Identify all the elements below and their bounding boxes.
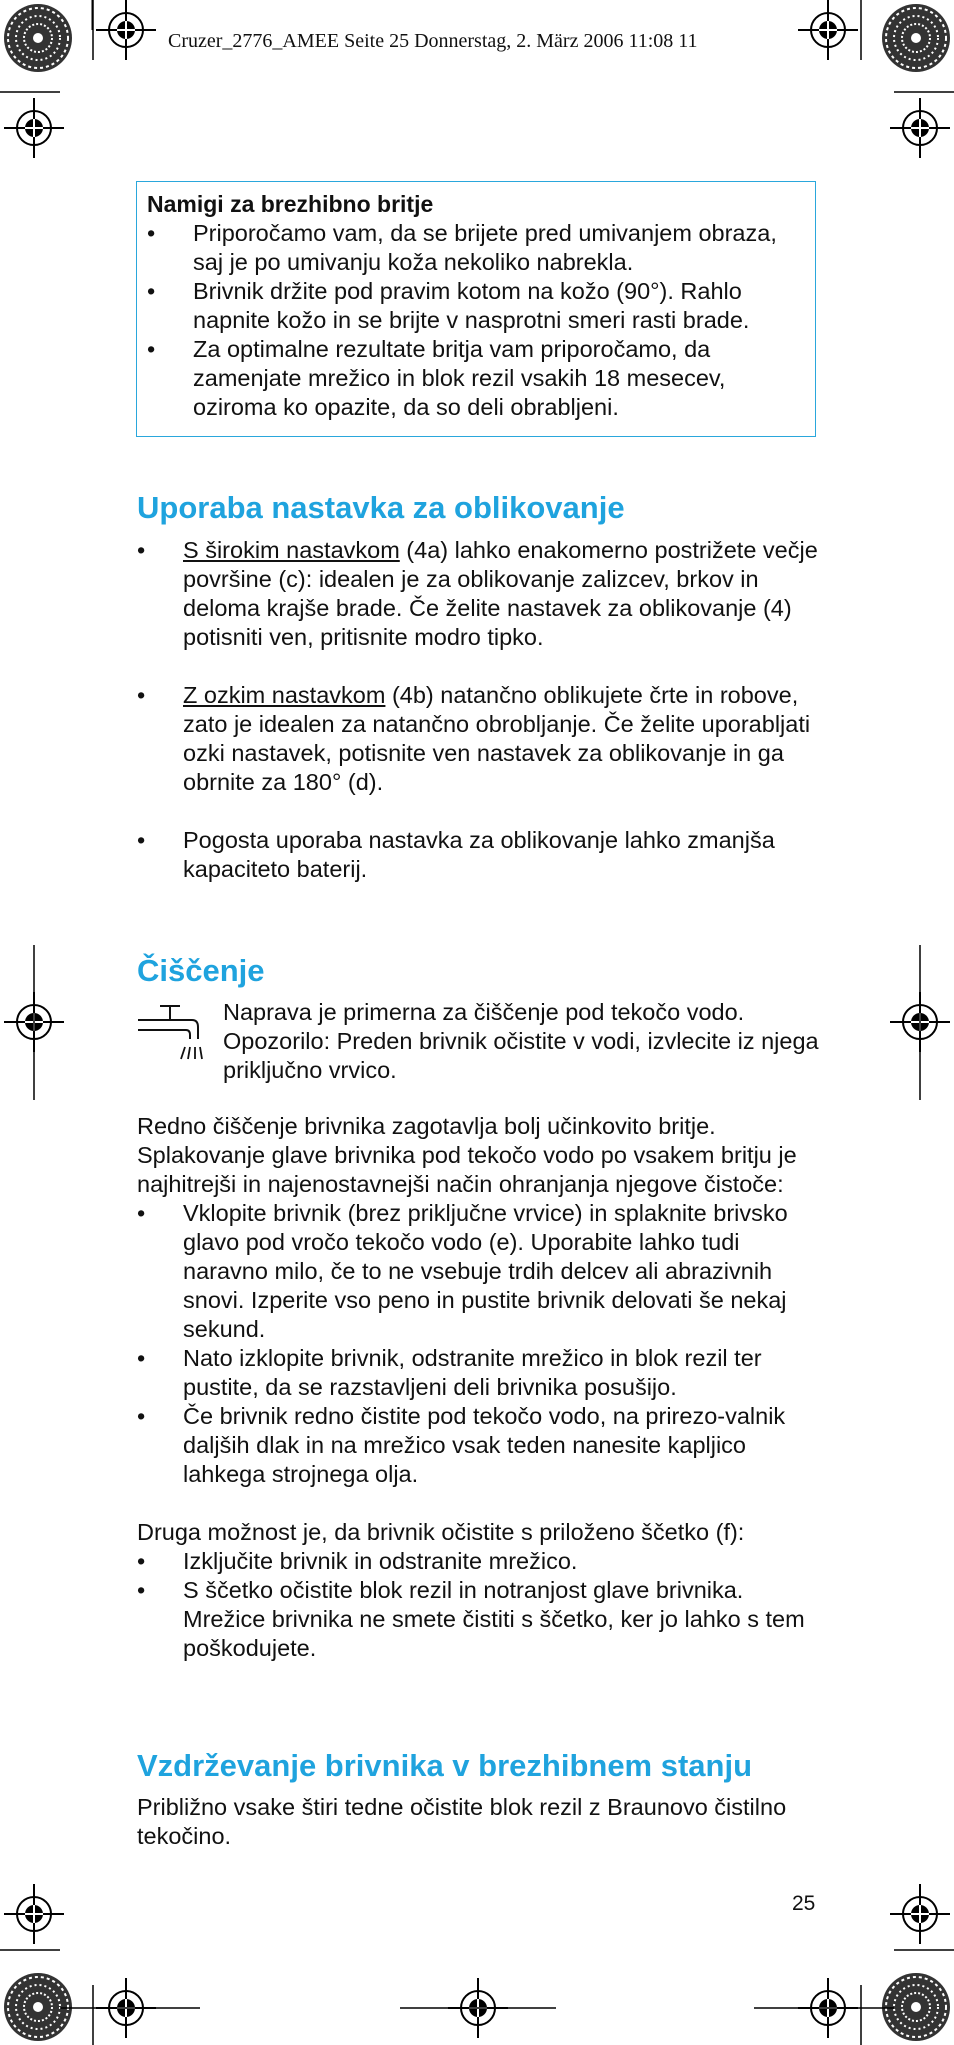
list-item: • Za optimalne rezultate britja vam priporočamo, da zamenjate mrežico in blok rezil vsakih 18 mesecev, oziroma ko opazite, da so deli obrabljeni. bbox=[147, 336, 726, 420]
list-item: • Izključite brivnik in odstranite mrežico. bbox=[137, 1548, 578, 1574]
underlined-term: Z ozkim nastavkom bbox=[183, 682, 386, 708]
cleaning-intro: Redno čiščenje brivnika zagotavlja bolj učinkovito britje. Splakovanje glave brivnika pod tekočo vodo po vsakem britju je najhitrejši in najenostavnejši način ohranjanja njegove čistoče: bbox=[137, 1113, 797, 1197]
bullet: • bbox=[137, 1577, 146, 1603]
water-tap-icon bbox=[136, 1003, 206, 1073]
bullet: • bbox=[147, 336, 156, 362]
bullet: • bbox=[137, 537, 146, 563]
tips-title: Namigi za brezhibno britje bbox=[147, 191, 434, 217]
bullet: • bbox=[147, 220, 156, 246]
list-item: • Nato izklopite brivnik, odstranite mrežico in blok rezil ter pustite, da se razstavljeni deli brivnika posušijo. bbox=[137, 1345, 762, 1400]
page-number: 25 bbox=[792, 1892, 816, 1915]
bullet: • bbox=[147, 278, 156, 304]
trimmer-content bbox=[137, 536, 827, 884]
maintenance-content bbox=[137, 1793, 797, 1851]
tips-box bbox=[136, 181, 816, 437]
list-item: • Priporočamo vam, da se brijete pred umivanjem obraza, saj je po umivanju koža nekoliko nabrekla. bbox=[147, 220, 777, 275]
bullet: • bbox=[137, 1200, 146, 1226]
list-item: • Če brivnik redno čistite pod tekočo vodo, na prirezo-valnik daljših dlak in na mrežico vsak teden nanesite kapljico lahkega strojnega olja. bbox=[137, 1403, 786, 1487]
underlined-term: S širokim nastavkom bbox=[183, 537, 400, 563]
cleaning-content bbox=[137, 1112, 827, 1663]
list-item: • Brivnik držite pod pravim kotom na kožo (90°). Rahlo napnite kožo in se brijte v nasprotni smeri rasti brade. bbox=[147, 278, 750, 333]
section-title-trimmer: Uporaba nastavka za oblikovanje bbox=[137, 490, 625, 525]
section-title-maintenance: Vzdrževanje brivnika v brezhibnem stanju bbox=[137, 1748, 753, 1783]
bullet: • bbox=[137, 1345, 146, 1371]
brush-intro: Druga možnost je, da brivnik očistite s priloženo ščetko (f): bbox=[137, 1519, 745, 1545]
bullet: • bbox=[137, 1403, 146, 1429]
list-item: • Vklopite brivnik (brez priključne vrvice) in splaknite brivsko glavo pod vročo tekočo vodo (e). Uporabite lahko tudi naravno milo, če to ne vsebuje trdih delcev ali abrazivnih snovi. Izperite vso peno in pustite brivnik delovati še nekaj sekund. bbox=[137, 1200, 788, 1342]
list-item: • Pogosta uporaba nastavka za oblikovanje lahko zmanjša kapaciteto baterij. bbox=[137, 827, 775, 882]
bullet: • bbox=[137, 1548, 146, 1574]
section-title-cleaning: Čiščenje bbox=[137, 953, 265, 988]
water-note: Naprava je primerna za čiščenje pod tekočo vodo. Opozorilo: Preden brivnik očistite v vodi, izvlecite iz njega priključno vrvico. bbox=[223, 999, 819, 1083]
print-header: Cruzer_2776_AMEE Seite 25 Donnerstag, 2. März 2006 11:08 11 bbox=[168, 30, 698, 52]
bullet: • bbox=[137, 682, 146, 708]
list-item: • S širokim nastavkom (4a) lahko enakomerno postrižete večje površine (c): idealen je za oblikovanje zalizcev, brkov in deloma krajše brade. Če želite nastavek za oblikovanje (4) potisniti ven, pritisnite modro tipko. bbox=[137, 537, 818, 650]
list-item: • Z ozkim nastavkom (4b) natančno oblikujete črte in robove, zato je idealen za natančno obrobljanje. Če želite uporabljati ozki nastavek, potisnite ven nastavek za oblikovanje in ga obrnite za 180° (d). bbox=[137, 682, 811, 795]
bullet: • bbox=[137, 827, 146, 853]
maintenance-text: Približno vsake štiri tedne očistite blok rezil z Braunovo čistilno tekočino. bbox=[137, 1794, 787, 1849]
list-item: • S ščetko očistite blok rezil in notranjost glave brivnika. Mrežice brivnika ne smete čistiti s ščetko, ker jo lahko s tem poškodujete. bbox=[137, 1577, 805, 1661]
